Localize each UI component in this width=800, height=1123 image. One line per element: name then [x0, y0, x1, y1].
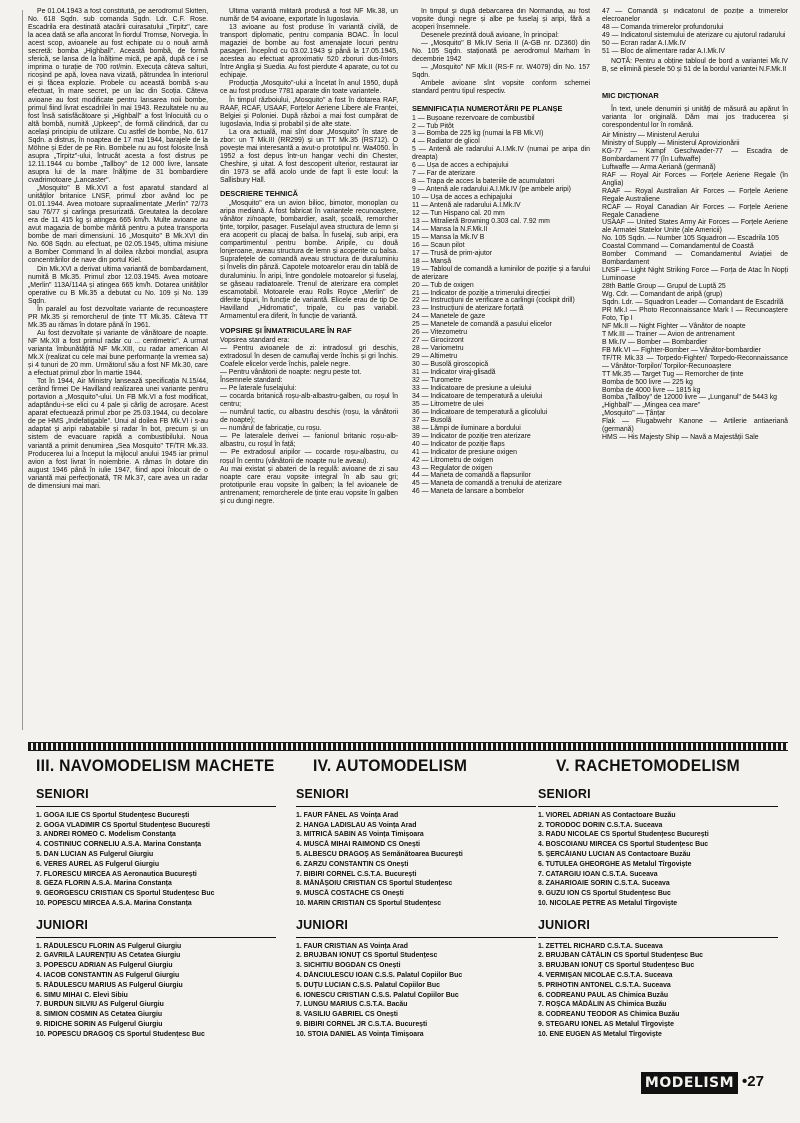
dictionary-entry: T Mk.III — Trainer — Avion de antrenament — [602, 330, 735, 338]
legend-item: 16 — Scaun pilot — [412, 241, 465, 249]
paint-scheme-line: — Pe extradosul aripilor — cocarde roșu-albastru, cu roșul în centru (vânătorii de noapte nu le aveau). — [220, 449, 398, 465]
dictionary-entry: Wg. Cdr. — Comandant de aripă (grup) — [602, 291, 723, 299]
heading-technical-description: DESCRIERE TEHNICĂ — [220, 189, 299, 199]
seniors-result-row: 5. DAN LUCIAN AS Fulgerul Giurgiu — [36, 850, 154, 858]
seniors-heading: SENIORI — [296, 787, 349, 801]
legend-item: 46 — Maneta de lansare a bombelor — [412, 488, 524, 496]
article-paragraph: Pe 01.04.1943 a fost constituită, pe aerodromul Skitten, No. 618 Sqdn. sub comanda Sqdn. Ldr. C.F. Rose. Escadrila era destinată atacării cuirasatului „Tirpitz", care la acea dată se afla ancorat în fiordul Tromsø, Norvegia. În acest scop, avioanele au fost echipate cu o nouă armă secretă: bomba „Highball". Această bombă, de formă sferică, se lansa de la înălțime mică, pe apă, după ce i se imprima o turație de 700 rot/min. Execuța câteva salturi, ricoșind pe apă, lovea nava vizată, pătrundea în interiorul ei și făcea explozie. Probele cu această bombă s-au efectuat, în mare secret, pe un lac din Scoția. Câteva avioane au fost modificate pentru lansarea noii bombe, primul fiind livrat escadrilei în mai 1943. Rezultatele nu au fost însă satisfăcătoare și „Highball" a fost înlocuită cu o altă bombă, numită „Upkeep", de formă cilindrică, dar cu același principiu de utilizare. Cu astfel de bombe, No. 617 Sqdn. a distrus, în noaptea de 17 mai 1944, barajele de la Möhne și Eder de pe Rin. Bombele nu au fost folosite însă asupra „Tirpitz"-ului, întrucât acesta a fost distrus pe 12.11.1944 cu bombe „Tallboy" de 12 000 livre, lansate asupra lui de la mare înălțime de 31 bombardiere cvadrimotoare „Lancaster". — [28, 8, 208, 184]
dictionary-entry: B Mk.IV — Bomber — Bombardier — [602, 338, 708, 346]
juniors-rule — [36, 937, 276, 938]
legend-item: 15 — Mansa la Mk.IV B — [412, 233, 485, 241]
legend-item: 40 — Indicator de poziție flaps — [412, 440, 505, 448]
legend-item: 29 — Altimetru — [412, 353, 458, 361]
legend-item: 18 — Manșă — [412, 257, 452, 265]
seniors-result-row: 8. ZAHARIOAIE SORIN C.S.T.A. Suceava — [538, 880, 670, 888]
legend-item: 48 — Comanda trimerelor profundorului — [602, 23, 724, 31]
dictionary-intro: În text, unele denumiri și unități de măsură au apărut în varianta lor originală. Dăm mai jos traducerea și corespondentul lor în română. — [602, 105, 788, 129]
seniors-result-row: 8. MĂNĂȘOIU CRISTIAN CS Sportul Studențesc — [296, 880, 453, 888]
heading-small-dictionary: MIC DICȚIONAR — [602, 90, 659, 100]
legend-item: 12 — Tun Hispano cal. 20 mm — [412, 210, 505, 217]
juniors-result-row: 10. STOIA DANIEL AS Voința Timișoara — [296, 1030, 424, 1038]
paint-scheme-line: Au mai existat și abateri de la regulă: avioane de zi sau noapte care erau vopsite integral în alb sau gri; prototipurile erau vopsite în galben; la fel avioanele de antrenament; remorcherele de ținte erau vopsite în galben și cu dungi negre. — [220, 465, 398, 505]
paint-scheme-line: Însemnele standard: — [220, 377, 283, 385]
juniors-result-row: 1. RĂDULESCU FLORIN AS Fulgerul Giurgiu — [36, 942, 182, 950]
legend-item: 8 — Trapa de acces la bateriile de acumulatori — [412, 178, 555, 186]
juniors-result-row: 1. FAUR CRISTIAN AS Voința Arad — [296, 942, 408, 950]
legend-item: 28 — Variometru — [412, 345, 464, 353]
dictionary-entry: TF/TR Mk.33 — Torpedo-Fighter/ Torpedo-Reconnaissance — Vânător-Torpilor/ Torpilor-Recunoaștere — [602, 354, 788, 370]
article-columns — [28, 8, 788, 734]
dictionary-entry: Bomba de 4000 livre — 1815 kg — [602, 386, 701, 394]
legend-item: 44 — Maneta de comandă a flapsurilor — [412, 472, 531, 480]
seniors-result-row: 10. POPESCU MIRCEA A.S.A. Marina Constanța — [36, 899, 192, 907]
juniors-result-row: 4. IACOB CONSTANTIN AS Fulgerul Giurgiu — [36, 971, 180, 979]
paint-scheme-line: — Pentru vânătorii de noapte: negru peste tot. — [220, 369, 362, 377]
section-title-navomodelism: III. NAVOMODELISM MACHETE — [36, 756, 275, 775]
seniors-heading: SENIORI — [36, 787, 89, 801]
technical-description-text: „Mosquito" era un avion bilioc, bimotor, monoplan cu aripa mediană. A fost fabricat în variantele recunoaștere, vânător zi/noapte, bombardier, asalt, școală, remorcher ținte, torpilor, pasager. Fuselajul avea structura de lemn și era acoperit cu placaj de balsa. În fuselaj, sub aripi, era compartimentul pentru bombe. Aripile, cu două lonjeroane, aveau structura de lemn și acoperite cu balsa. Suprafețele de comandă aveau structura de duraluminiu și învelis din pânză. Capotele motoarelor erau din tablă de duraluminiu. În aripi, între gondolele motoarelor și fuselaj, se găseau radiatoarele. Trenul de aterizare era complet escamotabil. Motoarele erau Rolls Royce „Merlin" de diferite tipuri, în funcție de variantă. Elicele erau de tip De Havilland „Hidromatic", tripale, cu pas variabil. Armamentul era diferit, în funcție de variantă. — [220, 200, 398, 320]
legend-item: 47 — Comandă și indicatorul de poziție a trimerelor elecroanelor — [602, 8, 788, 23]
juniors-result-row: 4. DĂNCIULESCU IOAN C.S.S. Palatul Copiilor Buc — [296, 971, 463, 979]
section-title-rachetomodelism: V. RACHETOMODELISM — [556, 756, 740, 775]
article-paragraph: În timpul războiului, „Mosquito" a fost în dotarea RAF, RAAF, RCAF, USAAF, Forțelor Aeriene Libere ale Franței, Belgiei și Poloniei. După război a mai fost cumpărat de Iugoslavia, India și probabil și de alte state. — [220, 96, 398, 128]
dictionary-entry: „Highball" — „Mingea cea mare" — [602, 402, 701, 410]
legend-item: 43 — Regulator de oxigen — [412, 464, 493, 472]
juniors-result-row: 3. BRUJBAN IONUȚ CS Sportul Studențesc Buc — [538, 962, 695, 970]
juniors-result-row: 3. SICHITIU BOGDAN CS Onești — [296, 962, 401, 970]
seniors-result-row: 2. GOGA VLADIMIR CS Sportul Studențesc București — [36, 821, 210, 829]
paint-scheme-line: — Pe lateralele derivei — fanionul britanic roșu-alb-albastru, cu roșul în față; — [220, 433, 398, 449]
juniors-result-row: 9. RIDICHE SORIN AS Fulgerul Giurgiu — [36, 1020, 163, 1028]
heading-paint-registration: VOPSIRE ȘI ÎNMATRICULARE ÎN RAF — [220, 325, 352, 335]
juniors-result-row: 7. ROȘCA MĂDĂLIN AS Chimica Buzău — [538, 1001, 667, 1009]
juniors-result-row: 7. BURDUN SILVIU AS Fulgerul Giurgiu — [36, 1001, 164, 1009]
dictionary-entry: Air Ministry — Ministerul Aerului — [602, 132, 700, 139]
paint-scheme-line: Vopsirea standard era: — [220, 336, 290, 344]
seniors-result-row: 2. HANGA LADISLAU AS Voința Arad — [296, 821, 417, 829]
dictionary-entry: No. 105 Sqdn. — Number 105 Squadron — Escadrila 105 — [602, 235, 779, 243]
juniors-heading: JUNIORI — [36, 917, 89, 932]
seniors-result-row: 9. GUZU ION CS Sportul Studențesc Buc — [538, 890, 671, 898]
results-rachetomodelism — [538, 787, 778, 1040]
seniors-result-row: 1. FAUR FĂNEL AS Voința Arad — [296, 811, 399, 819]
seniors-result-row: 6. TUTULEA GHEORGHE AS Metalul Tîrgoviște — [538, 860, 692, 868]
paint-scheme-line: — Pe laterale fuselajului: — [220, 385, 297, 393]
paint-scheme-line: — numărul de fabricație, cu roșu. — [220, 425, 322, 433]
legend-item: 26 — Vitezometru — [412, 329, 468, 337]
juniors-result-row: 7. LUNGU MARIUS C.S.T.A. Bacău — [296, 1001, 408, 1009]
legend-item: 10 — Ușa de acces a echipajului — [412, 194, 513, 202]
dictionary-entry: TT Mk.35 — Target Tug — Remorcher de ținte — [602, 370, 744, 378]
results-automodelism — [296, 787, 536, 1040]
article-paragraph: 13 avioane au fost produse în variantă civilă, de transport diplomatic, pentru compania BOAC. În locul magaziei de bombe au fost amenajate locuri pentru pasageri. Începînd cu 03.02.1943 și până la 17.05.1945, acestea au efectuat aproximativ 520 zboruri dus-întors între Anglia și Suedia. Au fost pierdute 4 aparate, cu tot cu echipaje. — [220, 24, 398, 80]
dictionary-entry: HMS — His Majesty Ship — Navă a Majestății Sale — [602, 434, 759, 442]
juniors-result-row: 1. ZETTEL RICHARD C.S.T.A. Suceava — [538, 942, 663, 950]
legend-item: 7 — Far de aterizare — [412, 170, 476, 178]
dictionary-entry: PR Mk.I — Photo Reconnaissance Mark I — Recunoaștere Foto, Tip I — [602, 306, 788, 322]
seniors-result-row: 5. ALBESCU DRAGOȘ AS Semănătoarea București — [296, 850, 463, 858]
juniors-rule — [296, 937, 536, 938]
dictionary-entry: „Mosquito" — Țânțar — [602, 410, 666, 418]
magazine-logo: MODELISM — [641, 1072, 738, 1094]
legend-item: 21 — Indicator de poziție a trimerului direcției — [412, 289, 550, 297]
article-paragraph: La ora actuală, mai sînt doar „Mosquito" în stare de zbor: un T Mk.III (RR299) și un TT Mk.35 (RS712). O povește mai interesantă a avut-o prototipul nr. Wa4050. În 1952 a fost depus într-un hangar vechi din Chester, Cheshire, și uitat. A fost descoperit ulterior, restaurat iar din 1973 se află acolo unde de fapt îi este locul: la Sallisbury Hall. — [220, 128, 398, 184]
article-column-2 — [220, 8, 398, 734]
legend-item: 22 — Instrucțiuni de verificare a carlingii (cockpit drill) — [412, 297, 575, 305]
dictionary-entry: RCAF — Royal Canadian Air Forces — Forțele Aeriene Regale Canadiene — [602, 203, 788, 219]
legend-item: 24 — Manetele de gaze — [412, 313, 486, 321]
legend-item: 9 — Antenă ale radarului A.I.Mk.IV (pe ambele aripi) — [412, 186, 571, 194]
juniors-result-row: 5. DUȚU LUCIAN C.S.S. Palatul Copiilor Buc — [296, 981, 440, 989]
dictionary-entry: Sqdn. Ldr. — Squadron Leader — Comandant de Escadrilă — [602, 299, 784, 307]
dictionary-entry: FB Mk.VI — Fighter-Bomber — Vânător-bombardier — [602, 346, 761, 354]
dictionary-entry: LNSF — Light Night Striking Force — Forța de Atac în Nopți Luminoase — [602, 267, 788, 283]
juniors-result-row: 5. RĂDULESCU MARIUS AS Fulgerul Giurgiu — [36, 981, 183, 989]
page-number: •27 — [742, 1073, 764, 1090]
juniors-result-row: 9. STEGARU IONEL AS Metalul Tîrgoviște — [538, 1020, 674, 1028]
legend-item: 51 — Bloc de alimentare radar A.I.Mk.IV — [602, 47, 725, 55]
legend-item: 5 — Antenă ale radarului A.I.Mk.IV (numai pe aripa din dreapta) — [412, 146, 590, 162]
article-paragraph: Tot în 1944, Air Ministry lansează specificația N.15/44, cerând firmei De Havilland realizarea unei variante pentru portavion a „Mosquito"-ului. Un FB Mk.VI a fost modificat, adaptându-i-se elici cu 4 pale și cârlig de acroșare. Acest aparat efectuează primul zbor pe 25.03.1944, cu decolare de pe HMS „Indefatigable". Unui al doilea FB Mk.VI i s-au adaptat și aripi rabatabile și radar în bot, precum și un sistem de evacuare rapidă a combustibilului. Noua variantă a primit denumirea „Sea Mosquito" TF/TR Mk.33. Producerea lui a început la mijlocul anului 1945 iar primul avion a fost livrat în noiembrie. A rămas în dotare din august 1946 până în iulie 1947, fiind apoi înlocuit de o variantă mai perfecționată, TR Mk.37, care avea un radar de dimensiuni mai mari. — [28, 378, 208, 490]
seniors-result-row: 4. COSTINIUC CORNELIU A.S.A. Marina Constanța — [36, 841, 202, 849]
seniors-result-row: 3. ANDREI ROMEO C. Modelism Constanța — [36, 831, 176, 839]
binding-edge — [22, 10, 23, 730]
legend-item: 19 — Tabloul de comandă a luminilor de poziție și a farului de aterizare — [412, 265, 590, 281]
seniors-heading: SENIORI — [538, 787, 591, 801]
legend-item: 50 — Ecran radar A.I.Mk.IV — [602, 39, 686, 47]
juniors-result-row: 10. POPESCU DRAGOȘ CS Sportul Studențesc Buc — [36, 1030, 205, 1038]
article-paragraph: — „Mosquito" B Mk.IV Seria II (A-GB nr. DZ360) din No. 105 Sqdn. staționată pe aerodromul Marham în decembrie 1942 — [412, 40, 590, 64]
juniors-result-row: 6. SIMU MIHAI C. Elevi Sibiu — [36, 991, 128, 999]
paint-scheme-line: — cocarda britanică roșu-alb-albastru-galben, cu roșul în centru; — [220, 393, 398, 409]
article-paragraph: — „Mosquito" NF Mk.II (RS-F nr. W4079) din No. 157 Sqdn. — [412, 64, 590, 80]
seniors-result-row: 2. TORODOC DORIN C.S.T.A. Suceava — [538, 821, 663, 829]
legend-item: 4 — Radiator de glicol — [412, 138, 480, 146]
juniors-heading: JUNIORI — [296, 917, 349, 932]
seniors-result-row: 9. MUSCĂ COSTACHE CS Onești — [296, 890, 404, 898]
seniors-result-row: 10. NICOLAE PETRE AS Metalul Tîrgoviște — [538, 899, 678, 907]
panel-note: NOTĂ: Pentru a obține tabloul de bord a variantei Mk.IV B, se elimină piesele 50 și 51 de la bordul variantei N.F.Mk.II — [602, 57, 788, 73]
legend-item: 30 — Busolă giroscopică — [412, 361, 489, 369]
seniors-result-row: 10. MARIN CRISTIAN CS Sportul Studențesc — [296, 899, 442, 907]
legend-item: 6 — Ușa de acces a echipajului — [412, 162, 509, 170]
legend-item: 3 — Bomba de 225 kg (numai la FB Mk.VI) — [412, 130, 544, 138]
dictionary-entry: KG-77 — Kampf Geschwader-77 — Escadra de Bombardament 77 (în Luftwaffe) — [602, 147, 788, 163]
dictionary-entry: Bomba „Tallboy" de 12000 livre — „Lunganul" de 5443 kg — [602, 394, 777, 402]
article-paragraph: Din Mk.XVI a derivat ultima variantă de bombardament, numită B Mk.35. Primul zbor 12.03.1945. Avea motoare „Merlin" 113A/114A și atingea 665 km/h. Dotarea unităților operative cu B Mk.35 a debutat cu No. 109 și No. 139 Sqdn. — [28, 265, 208, 305]
paint-scheme-line: — numărul tactic, cu albastru deschis (roșu, la vânătorii de noapte); — [220, 409, 398, 425]
juniors-result-row: 4. VERMIȘAN NICOLAE C.S.T.A. Suceava — [538, 971, 673, 979]
seniors-result-row: 9. GEORGESCU CRISTIAN CS Sportul Studențesc Buc — [36, 890, 215, 898]
dictionary-entry: Coastal Command — Comandamentul de Coastă — [602, 243, 754, 251]
dictionary-entry: Bomber Command — Comandamentul Aviației de Bombardament — [602, 251, 788, 267]
legend-item: 45 — Maneta de comandă a trenului de aterizare — [412, 480, 562, 488]
dictionary-entry: 28th Battle Group — Grupul de Luptă 25 — [602, 283, 726, 291]
article-paragraph: Ambele avioane sînt vopsite conform schemei standard pentru tipul respectiv. — [412, 80, 590, 96]
seniors-result-row: 6. VERES AUREL AS Fulgerul Giurgiu — [36, 860, 160, 868]
legend-item: 38 — Lămpi de iluminare a bordului — [412, 424, 521, 432]
seniors-rule — [538, 806, 778, 807]
article-paragraph: În timpul și după debarcarea din Normandia, au fost vopsite dungi negre și albe pe fuselaj și aripi, fără a acoperi însemnele. — [412, 8, 590, 32]
legend-item: 25 — Manetele de comandă a pasului elicelor — [412, 321, 552, 329]
results-navomodelism — [36, 787, 276, 1040]
juniors-result-row: 2. BRUJBAN CĂTĂLIN CS Sportul Studențesc Buc — [538, 952, 704, 960]
legend-item: 32 — Turometre — [412, 377, 462, 385]
juniors-result-row: 5. PRIHOTIN ANTONEL C.S.T.A. Suceava — [538, 981, 671, 989]
legend-item: 20 — Tub de oxigen — [412, 281, 474, 289]
heading-numbering-meaning: SEMNIFICAȚIA NUMEROTĂRII PE PLANȘE — [412, 103, 563, 113]
legend-item: 36 — Indicatoare de temperatură a glicolului — [412, 408, 548, 416]
article-paragraph: Producția „Mosquito"-ului a încetat în anul 1950, după ce au fost produse 7781 aparate din toate variantele. — [220, 80, 398, 96]
article-paragraph: În paralel au fost dezvoltate variante de recunoaștere PR Mk.35 și remorcherul de ținte TT Mk.35. Câteva TT Mk.35 au rămas în dotare până în 1961. — [28, 305, 208, 329]
legend-item: 39 — Indicator de poziție tren aterizare — [412, 432, 531, 440]
seniors-result-row: 3. RADU NICOLAE CS Sportul Studențesc București — [538, 831, 709, 839]
section-divider-bar — [28, 742, 788, 751]
legend-item: 35 — Litrometre de ulei — [412, 400, 484, 408]
legend-item: 11 — Antenă ale radarului A.I.Mk.IV — [412, 202, 521, 210]
dictionary-entry: Ministry of Supply — Ministerul Aprovizionării — [602, 139, 740, 147]
seniors-result-row: 7. BIBIRI CORNEL C.S.T.A. București — [296, 870, 417, 878]
seniors-result-row: 3. MITRICĂ SABIN AS Voința Timișoara — [296, 831, 424, 839]
juniors-result-row: 6. IONESCU CRISTIAN C.S.S. Palatul Copiilor Buc — [296, 991, 459, 999]
seniors-result-row: 4. MUSCĂ MIHAI RAIMOND CS Onești — [296, 841, 421, 849]
article-paragraph: Desenele prezintă două avioane, în principal: — [421, 32, 559, 40]
seniors-result-row: 7. FLORESCU MIRCEA AS Aeronautica București — [36, 870, 197, 878]
juniors-rule — [538, 937, 778, 938]
legend-item: 17 — Trusă de prim-ajutor — [412, 249, 493, 257]
legend-item: 2 — Tub Pitôt — [412, 122, 454, 130]
seniors-result-row: 1. VIOREL ADRIAN AS Contactoare Buzău — [538, 811, 676, 819]
juniors-result-row: 8. VASILIU GABRIEL CS Onești — [296, 1011, 398, 1019]
legend-item: 37 — Busolă — [412, 416, 452, 424]
juniors-result-row: 10. ENE EUGEN AS Metalul Tîrgoviște — [538, 1030, 662, 1038]
article-column-4 — [602, 8, 788, 734]
section-title-automodelism: IV. AUTOMODELISM — [313, 756, 468, 775]
juniors-result-row: 9. BIBIRI CORNEL JR C.S.T.A. București — [296, 1020, 428, 1028]
legend-item: 23 — Instrucțiuni de aterizare forțată — [412, 305, 524, 313]
legend-item: 34 — Indicatoare de temperatură a uleiului — [412, 392, 543, 400]
paint-scheme-line: — Pentru avioanele de zi: intradosul gri deschis, extradosul în desen de camuflaj verde închis și gri închis. Coafele elicelor verde închis, palele negre. — [220, 344, 398, 368]
article-paragraph: Au fost dezvoltate și variante de vânătoare de noapte. NF Mk.XII a fost primul radar cu ... centimetric". A urmat varianta îmbunătățită NF Mk.XIII, cu radar american AI Mk.X (realizat cu cele mai bune performanțe la vremea sa) și 4 tunuri de 20 mm. Următorul său a fost NF Mk.30, care a efectuat primul zbor în martie 1944. — [28, 329, 208, 378]
legend-item: 33 — Indicatoare de presiune a uleiului — [412, 384, 532, 392]
dictionary-entry: Flak — Flugabwehr Kanone — Artilerie antiaeriană (germană) — [602, 418, 788, 434]
seniors-result-row: 8. GEZA FLORIN A.S.A. Marina Constanța — [36, 880, 172, 888]
dictionary-entry: RAF — Royal Air Forces — Forțele Aeriene Regale (în Anglia) — [602, 171, 788, 187]
dictionary-entry: NF Mk.II — Night Fighter — Vânător de noapte — [602, 322, 746, 330]
dictionary-entry: USAAF — United States Army Air Forces — Forțele Aeriene ale Armatei Statelor Unite (ale Americii) — [602, 219, 788, 235]
legend-item: 1 — Bușoane rezervoare de combustibil — [412, 114, 535, 122]
seniors-rule — [36, 806, 276, 807]
seniors-result-row: 5. ȘERCĂIANU LUCIAN AS Contactoare Buzău — [538, 850, 691, 858]
article-column-3 — [412, 8, 590, 734]
legend-item: 27 — Girocirzont — [412, 337, 464, 345]
article-column-1 — [28, 8, 208, 734]
legend-item: 14 — Mansa la N.F.Mk.II — [412, 225, 488, 233]
article-paragraph: Ultima variantă militară produsă a fost NF Mk.38, un număr de 54 avioane, exportate în Iugoslavia. — [220, 8, 398, 24]
juniors-result-row: 8. CODREANU TEODOR AS Chimica Buzău — [538, 1011, 680, 1019]
seniors-result-row: 1. GOGA ILIE CS Sportul Studențesc București — [36, 811, 190, 819]
juniors-heading: JUNIORI — [538, 917, 591, 932]
article-paragraph: „Mosquito" B Mk.XVI a fost aparatul standard al unităților britanice LNSF, primul zbor având loc pe 01.01.1944. Avea motoare supraalimentate „Merlin" 72/73 sau 76/77 și carlinga presurizată. Greutatea la decolare era de 11 415 kg și atingea 665 km/h. Multe avioane au avut magazia de bombe mărită pentru a putea transporta bombe de mari dimensiuni. 16 „Mosquito" B Mk.XVI din No. 608 Sqdn. au efectuat, pe 02.05.1945, ultima misiune a Bomber Command în al doilea război mondial, asupra concentrărilor de nave din portul Kiel. — [28, 185, 208, 265]
legend-item: 42 — Litrometru de oxigen — [412, 456, 494, 464]
juniors-result-row: 8. SIMION COSMIN AS Cetatea Giurgiu — [36, 1011, 163, 1019]
juniors-result-row: 3. POPESCU ADRIAN AS Fulgerul Giurgiu — [36, 962, 173, 970]
juniors-result-row: 2. GAVRILĂ LAURENȚIU AS Cetatea Giurgiu — [36, 952, 181, 960]
juniors-result-row: 2. BRUJBAN IONUȚ CS Sportul Studențesc — [296, 952, 438, 960]
seniors-result-row: 7. CATARGIU IOAN C.S.T.A. Suceava — [538, 870, 658, 878]
seniors-rule — [296, 806, 536, 807]
juniors-result-row: 6. CODREANU PAUL AS Chimica Buzău — [538, 991, 669, 999]
dictionary-entry: Bomba de 500 livre — 225 kg — [602, 378, 693, 386]
dictionary-entry: Luftwaffe — Arma Aeriană (germană) — [602, 163, 716, 171]
seniors-result-row: 4. BOSCOIANU MIRCEA CS Sportul Studențesc Buc — [538, 841, 709, 849]
legend-item: 13 — Mitralieră Browning 0.303 cal. 7.92 mm — [412, 217, 550, 225]
legend-item: 41 — Indicator de presiune oxigen — [412, 448, 517, 456]
dictionary-entry: RAAF — Royal Australian Air Forces — Forțele Aeriene Regale Australiene — [602, 187, 788, 203]
legend-item: 49 — Indicatorul sistemului de aterizare cu ajutorul radarului — [602, 31, 786, 39]
seniors-result-row: 6. ZARZU CONSTANTIN CS Onești — [296, 860, 409, 868]
legend-item: 31 — Indicator viraj-glisadă — [412, 369, 496, 377]
